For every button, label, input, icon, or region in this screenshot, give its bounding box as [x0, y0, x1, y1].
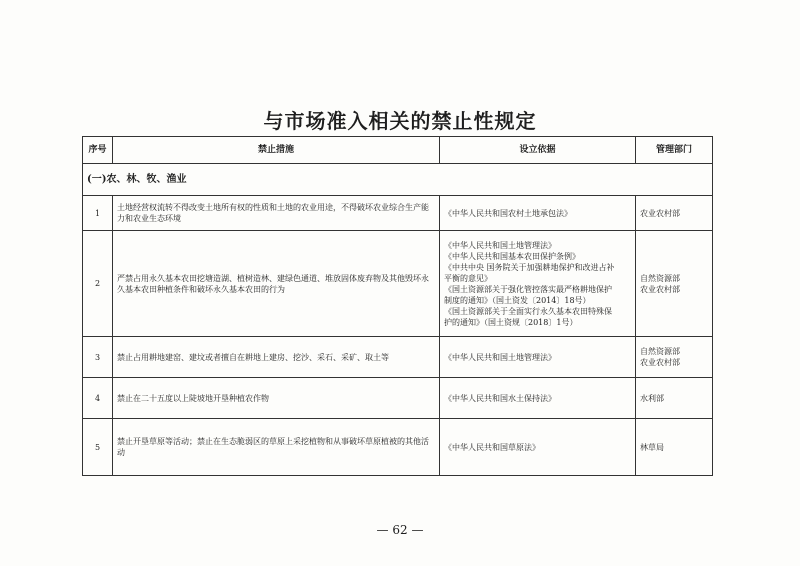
header-dept: 管理部门 — [636, 137, 713, 164]
header-no: 序号 — [83, 137, 113, 164]
category-row — [83, 164, 713, 196]
basis-line: 《中华人民共和国草原法》 — [444, 442, 540, 452]
header-measure: 禁止措施 — [113, 137, 440, 164]
basis-line: 制度的通知》（国土资发〔2014〕18号） — [444, 295, 591, 305]
row-dept — [636, 378, 713, 419]
dept-line: 农业农村部 — [640, 284, 680, 294]
basis-line: 《中华人民共和国水土保持法》 — [444, 393, 556, 403]
page-title: 与市场准入相关的禁止性规定 — [263, 109, 537, 133]
dept-line: 水利部 — [640, 393, 664, 403]
table-row — [83, 419, 713, 476]
basis-line: 《中华人民共和国农村土地承包法》 — [444, 208, 572, 218]
row-number: 1 — [83, 196, 113, 231]
basis-line: 《中共中央 国务院关于加强耕地保护和改进占补 — [444, 262, 615, 272]
row-basis — [440, 419, 636, 476]
table-row — [83, 378, 713, 419]
row-number: 3 — [83, 337, 113, 378]
row-measure: 禁止占用耕地建窑、建坟或者擅自在耕地上建房、挖沙、采石、采矿、取土等 — [113, 337, 440, 378]
dept-line: 自然资源部 — [640, 347, 680, 356]
row-number: 2 — [83, 231, 113, 337]
basis-line: 护的通知》（国土资规〔2018〕1号） — [444, 317, 578, 327]
row-number: 5 — [83, 419, 113, 476]
dept-line: 林草局 — [640, 442, 664, 452]
row-measure: 禁止开垦草原等活动；禁止在生态脆弱区的草原上采挖植物和从事破坏草原植被的其他活动 — [113, 419, 440, 476]
row-dept — [636, 231, 713, 337]
row-basis — [440, 378, 636, 419]
category-label: (一)农、林、牧、渔业 — [83, 164, 713, 196]
basis-line: 《中华人民共和国土地管理法》 — [444, 240, 556, 250]
row-basis — [440, 337, 636, 378]
row-dept — [636, 419, 713, 476]
row-measure: 严禁占用永久基本农田挖塘造湖、植树造林、建绿色通道、堆放固体废弃物及其他毁坏永久基本农田种植条件和破坏永久基本农田的行为 — [113, 231, 440, 337]
row-measure: 禁止在二十五度以上陡坡地开垦种植农作物 — [113, 378, 440, 419]
basis-line: 《中华人民共和国基本农田保护条例》 — [444, 251, 580, 261]
basis-line: 《中华人民共和国土地管理法》 — [444, 352, 556, 362]
regulations-table — [82, 136, 713, 476]
table-header-row — [83, 137, 713, 164]
dept-line: 农业农村部 — [640, 358, 680, 367]
table-row — [83, 337, 713, 378]
basis-line: 《国土资源部关于强化管控落实最严格耕地保护 — [444, 284, 612, 294]
page-number: — 62 — — [376, 523, 424, 537]
row-basis — [440, 196, 636, 231]
table-row — [83, 196, 713, 231]
row-dept — [636, 196, 713, 231]
row-measure: 土地经营权流转不得改变土地所有权的性质和土地的农业用途，不得破坏农业综合生产能力和农业生态环境 — [113, 196, 440, 231]
row-basis — [440, 231, 636, 337]
dept-line: 农业农村部 — [640, 208, 680, 218]
table-row — [83, 231, 713, 337]
basis-line: 《国土资源部关于全面实行永久基本农田特殊保 — [444, 306, 612, 316]
row-dept — [636, 337, 713, 378]
dept-line: 自然资源部 — [640, 273, 680, 283]
row-number: 4 — [83, 378, 113, 419]
header-basis: 设立依据 — [440, 137, 636, 164]
basis-line: 平衡的意见》 — [444, 273, 492, 283]
